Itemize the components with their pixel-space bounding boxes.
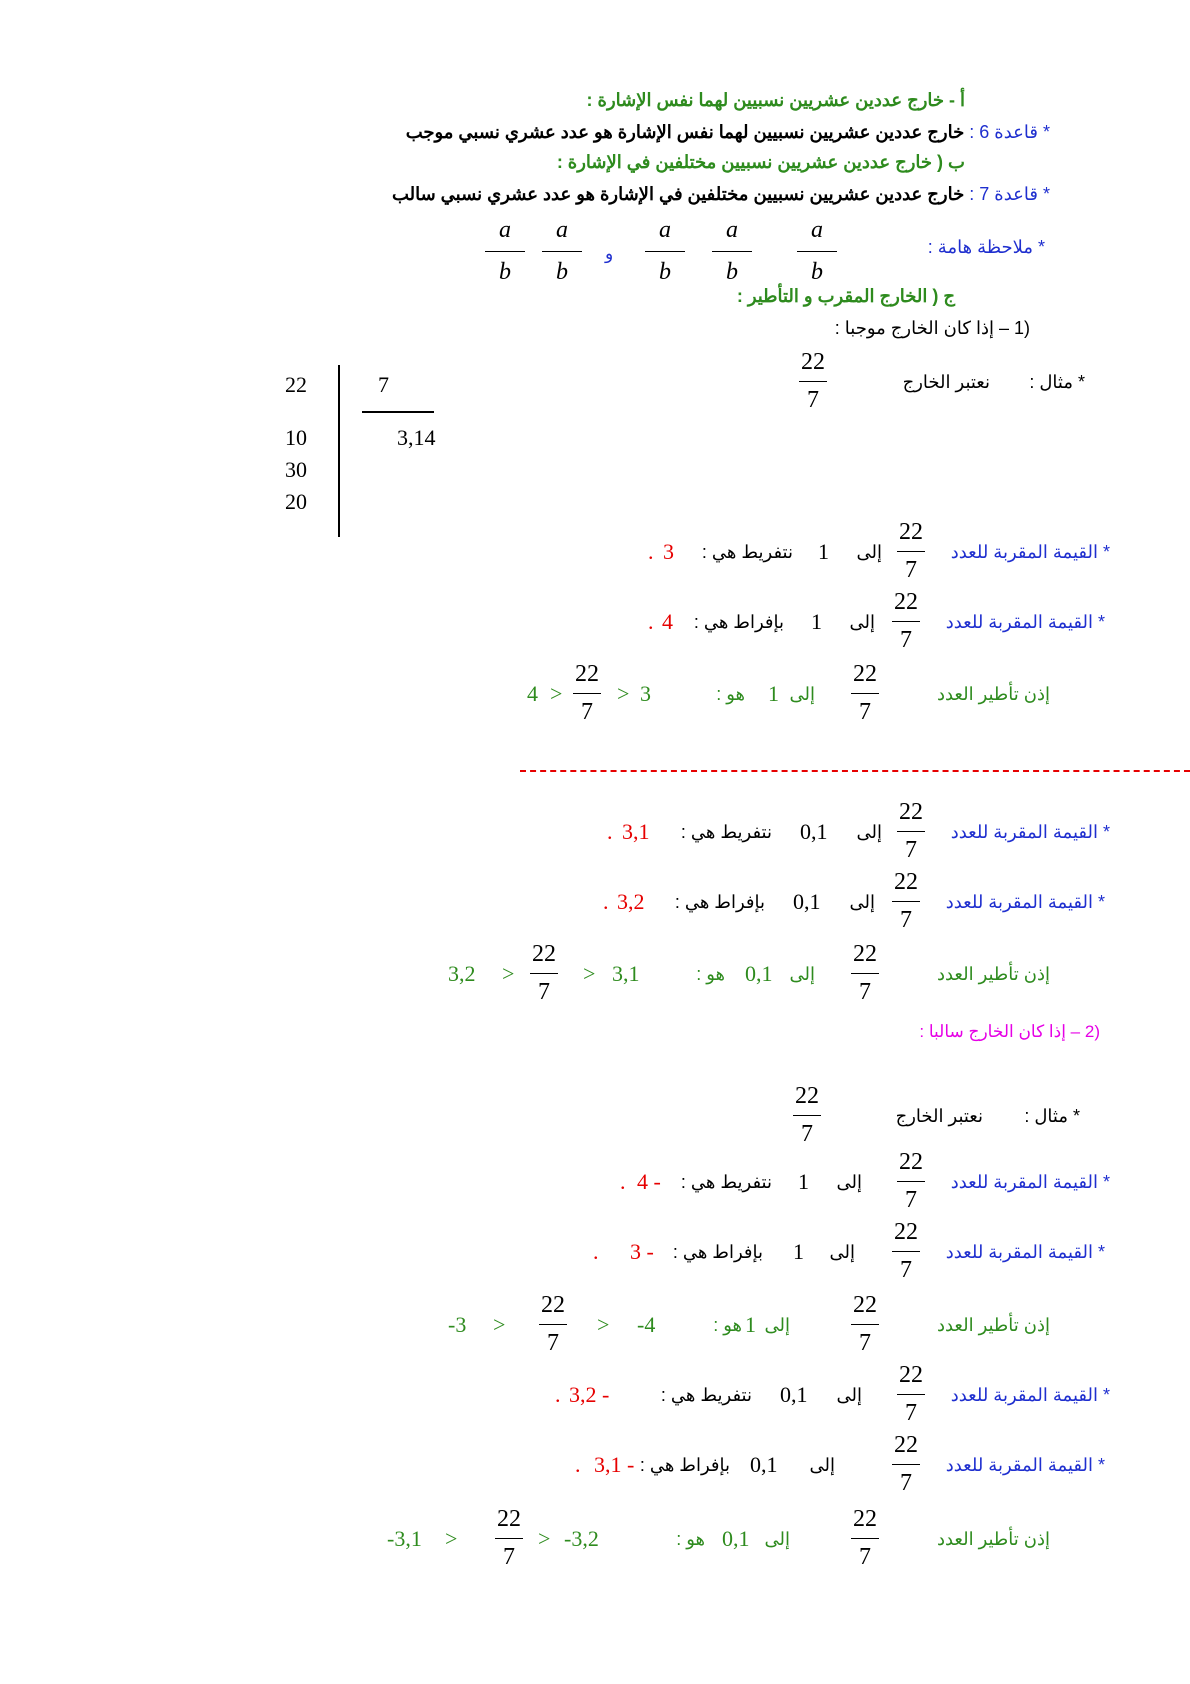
neg-tenth-excess-value-label: 0,1 [750, 1452, 778, 1477]
example-2-fraction: 22 7 [795, 1083, 819, 1147]
rule-6-label: * قاعدة 6 : [969, 122, 1050, 142]
note-conj: و [605, 244, 614, 263]
pos-tenth-excess-fraction: 22 7 [894, 869, 918, 933]
rule-7-label: * قاعدة 7 : [969, 184, 1050, 204]
neg-tenth-excess-value: 3,1 - [594, 1452, 635, 1477]
neg-tenth-default-to: إلى [836, 1385, 862, 1405]
neg-unit-bound-center-fraction: 22 7 [541, 1292, 565, 1356]
neg-tenth-excess-prefix: * القيمة المقربة للعدد [945, 1455, 1105, 1475]
neg-unit-excess-prefix: * القيمة المقربة للعدد [945, 1242, 1105, 1262]
neg-unit-bound-left: -3 [448, 1312, 467, 1337]
neg-tenth-excess-is: بإفراط هي : [639, 1455, 730, 1475]
pos-tenth-default-prefix: * القيمة المقربة للعدد [950, 822, 1110, 842]
neg-tenth-bound-fraction: 22 7 [853, 1506, 877, 1570]
pos-tenth-bound-is: هو : [696, 964, 725, 984]
pos-tenth-default-dot: . [607, 819, 613, 844]
example-1-text: نعتبر الخارج [902, 372, 990, 392]
pos-unit-excess-to: إلى [849, 612, 875, 632]
neg-unit-bound-gt-2: > [597, 1312, 610, 1337]
pos-unit-excess-fraction: 22 7 [894, 589, 918, 653]
pos-tenth-excess-is: بإفراط هي : [674, 892, 765, 912]
pos-tenth-default-to: إلى [856, 822, 882, 842]
pos-unit-default-dot: . [648, 539, 654, 564]
pos-tenth-default-fraction: 22 7 [899, 799, 923, 863]
pos-tenth-bound-value-label: 0,1 [745, 961, 773, 986]
neg-unit-excess-to: إلى [829, 1242, 855, 1262]
pos-unit-bound-gt-1: > [550, 681, 563, 706]
pos-tenth-bound-right: 3,1 [612, 961, 640, 986]
pos-tenth-excess-value-label: 0,1 [793, 889, 821, 914]
division-vertical-line [338, 365, 340, 537]
pos-tenth-bound-prefix: إذن تأطير العدد [936, 964, 1050, 984]
remainder-3: 20 [285, 489, 307, 514]
neg-tenth-bound-is: هو : [676, 1529, 705, 1549]
neg-tenth-bound-to: إلى [764, 1529, 790, 1549]
remainder-1: 10 [285, 425, 307, 450]
pos-unit-bound-gt-2: > [617, 681, 630, 706]
pos-tenth-excess-dot: . [603, 889, 609, 914]
neg-unit-excess-dot: . [593, 1239, 599, 1264]
pos-unit-bound-left: 4 [527, 681, 538, 706]
neg-tenth-bound-gt-2: > [538, 1526, 551, 1551]
section-separator [520, 770, 1190, 772]
pos-unit-default-one: 1 [818, 539, 829, 564]
pos-tenth-default-value-label: 0,1 [800, 819, 828, 844]
neg-unit-default-fraction: 22 7 [899, 1149, 923, 1213]
neg-tenth-bound-left: -3,1 [387, 1526, 422, 1551]
pos-tenth-default-is: نتفريط هي : [680, 822, 772, 842]
pos-tenth-bound-left: 3,2 [448, 961, 476, 986]
note-fraction-3: a b [645, 218, 685, 284]
divisor: 7 [378, 372, 389, 397]
neg-unit-default-value: 4 - [637, 1169, 661, 1194]
pos-tenth-default-value: 3,1 [622, 819, 650, 844]
neg-unit-excess-fraction: 22 7 [894, 1219, 918, 1283]
neg-tenth-default-value-label: 0,1 [780, 1382, 808, 1407]
neg-tenth-bound-right: -3,2 [564, 1526, 599, 1551]
neg-unit-bound-prefix: إذن تأطير العدد [936, 1315, 1050, 1335]
pos-unit-bound-center-fraction: 22 7 [575, 661, 599, 725]
neg-unit-bound-is: هو : [713, 1315, 742, 1335]
neg-tenth-default-prefix: * القيمة المقربة للعدد [950, 1385, 1110, 1405]
neg-unit-bound-one: 1 [745, 1312, 756, 1337]
pos-unit-default-value: 3 [663, 539, 674, 564]
pos-unit-bound-one: 1 [768, 681, 779, 706]
pos-unit-default-to: إلى [856, 542, 882, 562]
pos-tenth-bound-to: إلى [789, 964, 815, 984]
rule-6 [406, 122, 1050, 143]
neg-unit-bound-right: -4 [637, 1312, 656, 1337]
neg-unit-default-prefix: * القيمة المقربة للعدد [950, 1172, 1110, 1192]
pos-tenth-excess-prefix: * القيمة المقربة للعدد [945, 892, 1105, 912]
pos-unit-default-fraction: 22 7 [899, 519, 923, 583]
pos-unit-default-prefix: * القيمة المقربة للعدد [950, 542, 1110, 562]
example-1-label: * مثال : [1029, 372, 1085, 392]
case-2-title: (2 – إذا كان الخارج سالبا : [919, 1022, 1100, 1041]
division-horizontal-line [362, 411, 434, 413]
pos-unit-excess-value: 4 [662, 609, 673, 634]
neg-unit-default-one: 1 [798, 1169, 809, 1194]
pos-unit-excess-prefix: * القيمة المقربة للعدد [945, 612, 1105, 632]
note-label: * ملاحظة هامة : [927, 237, 1045, 257]
neg-unit-excess-is: بإفراط هي : [672, 1242, 763, 1262]
pos-tenth-bound-gt-2: > [583, 961, 596, 986]
quotient: 3,14 [397, 425, 436, 450]
neg-unit-default-is: نتفريط هي : [680, 1172, 772, 1192]
rule-7 [392, 184, 1050, 205]
neg-unit-default-to: إلى [836, 1172, 862, 1192]
example-2-label: * مثال : [1024, 1106, 1080, 1126]
pos-unit-bound-to: إلى [789, 684, 815, 704]
neg-unit-default-dot: . [620, 1169, 626, 1194]
neg-tenth-default-fraction: 22 7 [899, 1362, 923, 1426]
neg-tenth-default-is: نتفريط هي : [660, 1385, 752, 1405]
pos-unit-excess-is: بإفراط هي : [693, 612, 784, 632]
pos-unit-default-is: نتفريط هي : [701, 542, 793, 562]
neg-tenth-default-value: 3,2 - [569, 1382, 610, 1407]
neg-tenth-bound-center-fraction: 22 7 [497, 1506, 521, 1570]
rule-7-text: خارج عددين عشريين نسبيين مختلفين في الإشارة هو عدد عشري نسبي سالب [391, 184, 965, 204]
pos-unit-excess-one: 1 [811, 609, 822, 634]
neg-unit-bound-fraction: 22 7 [853, 1292, 877, 1356]
pos-unit-bound-prefix: إذن تأطير العدد [936, 684, 1050, 704]
pos-unit-excess-dot: . [648, 609, 654, 634]
pos-unit-bound-right: 3 [640, 681, 651, 706]
note-fraction-2: a b [712, 218, 752, 284]
neg-unit-bound-gt-1: > [493, 1312, 506, 1337]
neg-unit-excess-value: 3 - [630, 1239, 654, 1264]
pos-tenth-bound-center-fraction: 22 7 [532, 941, 556, 1005]
remainder-2: 30 [285, 457, 307, 482]
note-fraction-5: a b [485, 218, 525, 284]
neg-tenth-bound-gt-1: > [445, 1526, 458, 1551]
pos-tenth-excess-value: 3,2 [617, 889, 645, 914]
neg-tenth-excess-dot: . [575, 1452, 581, 1477]
pos-unit-bound-is: هو : [716, 684, 745, 704]
section-a-title: أ - خارج عددين عشريين نسبيين لهما نفس الإشارة : [586, 90, 965, 110]
pos-unit-bound-fraction: 22 7 [853, 661, 877, 725]
pos-tenth-bound-fraction: 22 7 [853, 941, 877, 1005]
pos-tenth-excess-to: إلى [849, 892, 875, 912]
neg-tenth-excess-to: إلى [809, 1455, 835, 1475]
neg-tenth-excess-fraction: 22 7 [894, 1432, 918, 1496]
neg-tenth-default-dot: . [555, 1382, 561, 1407]
case-1-title: (1 – إذا كان الخارج موجبا : [834, 318, 1030, 338]
dividend: 22 [285, 372, 307, 397]
section-c-title: ج ( الخارج المقرب و التأطير : [736, 286, 955, 306]
rule-6-text: خارج عددين عشريين نسبيين لهما نفس الإشارة هو عدد عشري نسبي موجب [405, 122, 965, 142]
neg-unit-excess-one: 1 [793, 1239, 804, 1264]
example-1-fraction: 22 7 [801, 349, 825, 413]
neg-unit-bound-to: إلى [764, 1315, 790, 1335]
section-b-title: ب ( خارج عددين عشريين نسبيين مختلفين في الإشارة : [556, 152, 965, 172]
neg-tenth-bound-value-label: 0,1 [722, 1526, 750, 1551]
example-2-text: نعتبر الخارج [895, 1106, 983, 1126]
note-fraction-4: a b [542, 218, 582, 284]
pos-tenth-bound-gt-1: > [502, 961, 515, 986]
neg-tenth-bound-prefix: إذن تأطير العدد [936, 1529, 1050, 1549]
note-fraction-1: a b [797, 218, 837, 284]
